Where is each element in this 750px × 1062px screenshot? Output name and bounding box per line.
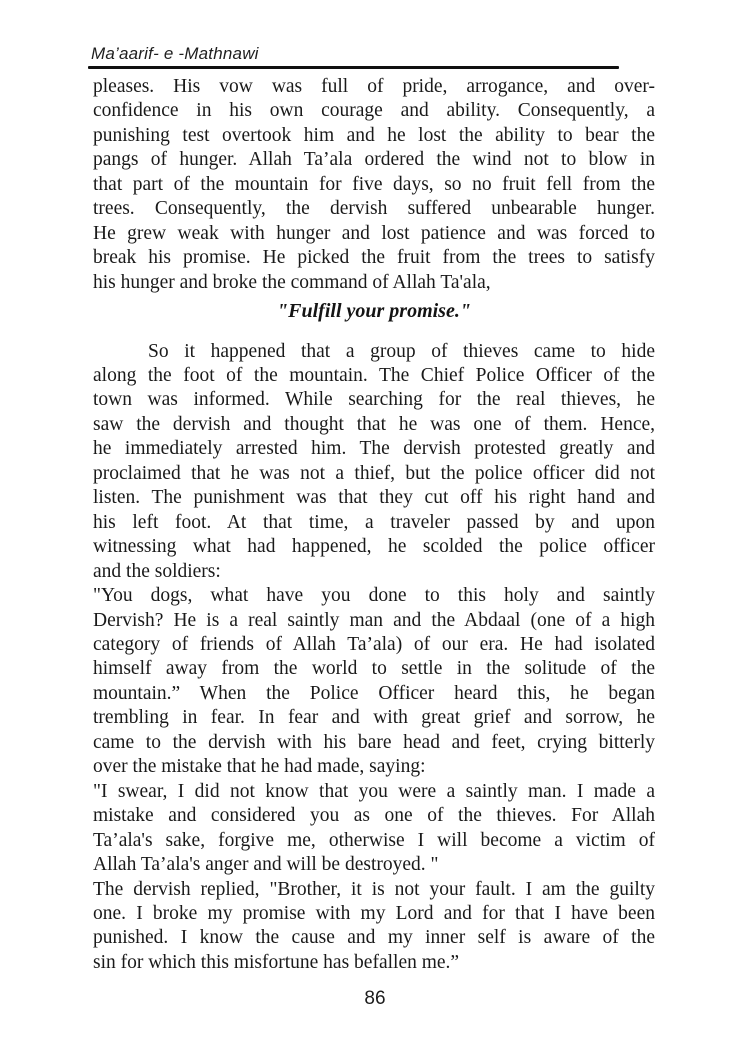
text-line: that part of the mountain for five days, so no fruit fell from the (93, 173, 655, 195)
text-line: Allah Ta’ala's anger and will be destroyed. " (93, 854, 439, 876)
text-line: category of friends of Allah Ta’ala) of our era. He had isolated (93, 633, 655, 655)
paragraph (93, 878, 655, 976)
centered-quote: "Fulfill your promise." (277, 300, 471, 323)
text-line: he immediately arrested him. The dervish protested greatly and (93, 438, 655, 460)
text-line: his hunger and broke the command of Allah Ta'ala, (93, 271, 491, 293)
text-line: He grew weak with hunger and lost patience and was forced to (93, 222, 655, 244)
text-line: So it happened that a group of thieves came to hide (148, 340, 655, 362)
text-line: mistake and considered you as one of the thieves. For Allah (93, 805, 655, 827)
paragraph (93, 340, 655, 585)
header-rule (88, 66, 619, 69)
text-line: saw the dervish and thought that he was one of them. Hence, (93, 413, 655, 435)
text-line: Dervish? He is a real saintly man and the Abdaal (one of a high (93, 609, 655, 631)
paragraph (93, 75, 655, 295)
text-line: trees. Consequently, the dervish suffered unbearable hunger. (93, 198, 655, 220)
text-line: "You dogs, what have you done to this holy and saintly (93, 585, 655, 607)
page-footer (0, 988, 750, 1010)
text-line: over the mistake that he had made, saying: (93, 756, 426, 778)
text-line: town was informed. While searching for the real thieves, he (93, 389, 655, 411)
text-line: came to the dervish with his bare head and feet, crying bitterly (93, 731, 655, 753)
text-line: The dervish replied, "Brother, it is not your fault. I am the guilty (93, 878, 655, 900)
text-line: mountain.” When the Police Officer heard this, he began (93, 682, 655, 704)
paragraph (93, 780, 655, 878)
text-line: along the foot of the mountain. The Chief Police Officer of the (93, 364, 655, 386)
page-body (93, 75, 655, 975)
text-line: sin for which this misfortune has befallen me.” (93, 951, 460, 973)
text-line: punished. I know the cause and my inner self is aware of the (93, 927, 655, 949)
text-line: confidence in his own courage and ability. Consequently, a (93, 100, 655, 122)
text-line: pangs of hunger. Allah Ta’ala ordered the wind not to blow in (93, 149, 655, 171)
text-line: his left foot. At that time, a traveler passed by and upon (93, 511, 655, 533)
text-line: one. I broke my promise with my Lord and for that I have been (93, 902, 655, 924)
text-line: break his promise. He picked the fruit from the trees to satisfy (93, 247, 655, 269)
text-line: pleases. His vow was full of pride, arrogance, and over- (93, 76, 655, 97)
text-line: listen. The punishment was that they cut off his right hand and (93, 487, 655, 509)
paragraph (93, 584, 655, 780)
text-line: proclaimed that he was not a thief, but the police officer did not (93, 462, 655, 484)
text-line: himself away from the world to settle in the solitude of the (93, 658, 655, 680)
text-line: Ta’ala's sake, forgive me, otherwise I will become a victim of (93, 829, 655, 851)
text-line: witnessing what had happened, he scolded the police officer (93, 536, 655, 558)
text-line: and the soldiers: (93, 560, 221, 582)
running-header-title: Ma’aarif- e -Mathnawi (91, 44, 259, 63)
page-number: 86 (364, 988, 386, 1009)
text-line: punishing test overtook him and he lost the ability to bear the (93, 124, 655, 146)
text-line: "I swear, I did not know that you were a saintly man. I made a (93, 780, 655, 802)
text-line: trembling in fear. In fear and with great grief and sorrow, he (93, 707, 655, 729)
